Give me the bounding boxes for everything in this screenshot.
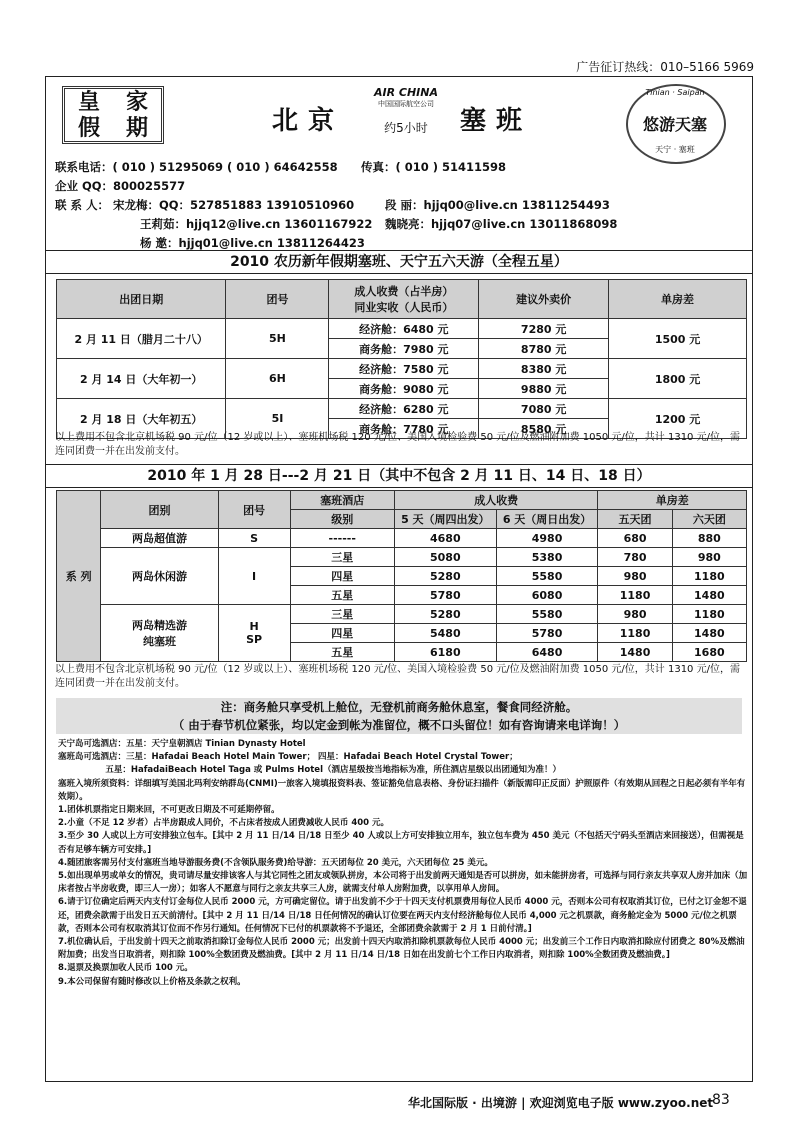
header-adult-fee: 成人收费 — [394, 491, 598, 510]
cell-5day: 6180 — [394, 643, 496, 662]
cell-biz-price: 8780 元 — [479, 339, 609, 359]
badge-top-text: Tinian · Saipan — [645, 88, 705, 97]
cell-econ: 经济舱：6280 元 — [329, 399, 479, 419]
new-year-price-table — [56, 279, 747, 439]
table-row — [57, 359, 747, 379]
cell-biz: 商务舱：7980 元 — [329, 339, 479, 359]
airline-cn: 中国国际航空公司 — [378, 100, 434, 108]
table-row — [57, 605, 747, 624]
cell-level: 五星 — [290, 643, 394, 662]
cell-code: 5I — [226, 399, 329, 439]
cell-level: ------ — [290, 529, 394, 548]
cell-single-5: 1180 — [598, 586, 672, 605]
contact-person-2: 王莉茹：hjjq12@live.cn 13601167922 — [140, 217, 373, 231]
terms-line: 2.小童（不足 12 岁者）占半房跟成人同价，不占床者按成人团费减收人民币 400 元。 — [58, 818, 390, 829]
cell-single: 1200 元 — [609, 399, 747, 439]
cell-6day: 5780 — [496, 624, 598, 643]
header-single: 单房差 — [598, 491, 747, 510]
royal-holiday-logo — [62, 86, 164, 144]
cell-single-6: 980 — [672, 548, 746, 567]
terms-block — [58, 738, 748, 989]
cell-single-6: 1180 — [672, 605, 746, 624]
terms-line: 5.如出现单男或单女的情况，贵司请尽量安排该客人与其它同性之团友或领队拼房，本公司将于出发前两天通知是否可以拼房，如未能拼房者，可选择与同行亲友共享双人房并加床（加床者按占半房收费，即三人一房）；如客人不愿意与同行之亲友共享三人房，就需支付单人房附加费，以享用单人房间。 — [58, 871, 748, 895]
cell-single-5: 1480 — [598, 643, 672, 662]
cell-date: 2 月 14 日（大年初一） — [57, 359, 226, 399]
cell-single-6: 1480 — [672, 624, 746, 643]
notice-box — [56, 698, 742, 734]
cell-level: 四星 — [290, 567, 394, 586]
cell-code: 5H — [226, 319, 329, 359]
cell-single-6: 1480 — [672, 586, 746, 605]
badge-main-text: 悠游天塞 — [642, 115, 707, 134]
table-header-row — [57, 491, 747, 510]
cell-econ-price: 7080 元 — [479, 399, 609, 419]
cell-single-6: 1180 — [672, 567, 746, 586]
terms-line: 7.机位确认后，于出发前十四天之前取消扣除订金每位人民币 2000 元；出发前十四天内取消扣除机票款每位人民币 4000 元；出发前三个工作日内取消扣除应付团费之 80%及燃油附加费；出发当日取消者，则扣除 100%全数团费及燃油费。[其中 2 月 11 日/14 日/18 日如在出发前七个工作日内取消者，则扣除 100%全数团费及燃油费。] — [58, 937, 745, 961]
cell-biz: 商务舱：7780 元 — [329, 419, 479, 439]
logo-char: 家 — [125, 89, 148, 115]
terms-line: 塞班入境所须资料：详细填写美国北玛利安纳群岛(CNMI)一旅客入境填报资料表、签证豁免信息表格、身份证扫描件（新版需印正反面）护照原件（有效期从回程之日起必须有半年有效期）。 — [58, 778, 746, 802]
header-single-supplement: 单房差 — [609, 280, 747, 319]
table-row — [57, 529, 747, 548]
cell-single-5: 780 — [598, 548, 672, 567]
terms-line: 8.退票及换票加收人民币 100 元。 — [58, 963, 193, 974]
header-code: 团号 — [218, 491, 290, 529]
cell-level: 四星 — [290, 624, 394, 643]
cell-6day: 6480 — [496, 643, 598, 662]
cell-5day: 5080 — [394, 548, 496, 567]
cell-single-5: 680 — [598, 529, 672, 548]
table-row — [57, 548, 747, 567]
cell-5day: 5480 — [394, 624, 496, 643]
table-row — [57, 399, 747, 419]
cell-date: 2 月 18 日（大年初五） — [57, 399, 226, 439]
header-6day: 6 天（周日出发） — [496, 510, 598, 529]
airline-name: AIR CHINA — [374, 86, 438, 99]
contact-fax: 传真：( 010 ) 51411598 — [361, 160, 507, 174]
cell-6day: 5580 — [496, 567, 598, 586]
contact-person-1b: 段 丽：hjjq00@live.cn 13811254493 — [385, 198, 610, 212]
cell-level: 五星 — [290, 586, 394, 605]
terms-line: 1.团体机票指定日期来回，不可更改日期及不可延期停留。 — [58, 805, 280, 816]
notice-line-2: （ 由于春节机位紧张，均以定金到帐为准留位，概不口头留位！如有咨询请来电详询！） — [172, 718, 626, 732]
header-hotel: 塞班酒店 — [290, 491, 394, 510]
cell-econ: 经济舱：7580 元 — [329, 359, 479, 379]
header-5day: 5 天（周四出发） — [394, 510, 496, 529]
cell-single-5: 1180 — [598, 624, 672, 643]
cell-single-6: 1680 — [672, 643, 746, 662]
page-number: 83 — [712, 1092, 730, 1108]
table-header-row — [57, 280, 747, 319]
header-adult-fee: 成人收费（占半房） 同业实收（人民币） — [329, 280, 479, 319]
terms-line: 天宁岛可选酒店：五星：天宁皇朝酒店 Tinian Dynasty Hotel — [58, 739, 306, 749]
air-china-logo — [363, 86, 449, 136]
cell-group: 两岛精选游 纯塞班 — [101, 605, 218, 662]
cell-level: 三星 — [290, 548, 394, 567]
terms-line: 五星：HafadaiBeach Hotel Taga 或 Pulms Hotel（酒店星级按当地指标为准，所住酒店星级以出团通知为准！） — [58, 765, 561, 776]
cell-econ: 经济舱：6480 元 — [329, 319, 479, 339]
cell-code: 6H — [226, 359, 329, 399]
cell-group: 两岛超值游 — [101, 529, 218, 548]
cell-5day: 5780 — [394, 586, 496, 605]
cell-single: 1800 元 — [609, 359, 747, 399]
cell-6day: 5580 — [496, 605, 598, 624]
header-date: 出团日期 — [57, 280, 226, 319]
header-single-5: 五天团 — [598, 510, 672, 529]
title-beijing: 北京 — [272, 106, 345, 136]
cell-6day: 6080 — [496, 586, 598, 605]
contact-person-3: 杨 邀：hjjq01@live.cn 13811264423 — [140, 236, 365, 250]
footer-text: 华北国际版 · 出境游 | 欢迎浏览电子版 www.zyoo.net — [408, 1096, 714, 1110]
terms-line: 4.随团旅客需另付支付塞班当地导游服务费(不含领队服务费)给导游：五天团每位 20 美元，六天团每位 25 美元。 — [58, 857, 493, 868]
cell-biz: 商务舱：9080 元 — [329, 379, 479, 399]
contact-qq: 企业 QQ：800025577 — [55, 179, 186, 193]
table-row — [57, 319, 747, 339]
cell-single: 1500 元 — [609, 319, 747, 359]
cell-econ-price: 8380 元 — [479, 359, 609, 379]
tinian-saipan-badge — [616, 84, 734, 164]
cell-biz-price: 9880 元 — [479, 379, 609, 399]
section2-note: 以上费用不包含北京机场税 90 元/位（12 岁或以上）、塞班机场税 120 元/位、美国入境检验费 50 元/位及燃油附加费 1050 元/位，共计 1310 元/位，需连同团费一并在出发前支付。 — [55, 664, 740, 689]
logo-char: 期 — [125, 115, 148, 141]
cell-econ-price: 7280 元 — [479, 319, 609, 339]
title-saipan: 塞班 — [460, 106, 533, 136]
section2-title: 2010 年 1 月 28 日---2 月 21 日（其中不包含 2 月 11 日、14 日、18 日） — [46, 464, 752, 488]
ad-hotline: 广告征订热线：010–5166 5969 — [576, 60, 754, 74]
contact-person-2b: 魏晓亮：hjjq07@live.cn 13011868098 — [385, 217, 618, 231]
header-level: 级别 — [290, 510, 394, 529]
contact-phone: 联系电话：( 010 ) 51295069 ( 010 ) 64642558 — [55, 160, 338, 174]
cell-code: H SP — [218, 605, 290, 662]
cell-group: 两岛休闲游 — [101, 548, 218, 605]
cell-5day: 5280 — [394, 605, 496, 624]
logo-char: 假 — [77, 115, 100, 141]
notice-line-1: 注：商务舱只享受机上舱位，无登机前商务舱休息室，餐食同经济舱。 — [220, 700, 578, 714]
section1-title: 2010 农历新年假期塞班、天宁五六天游（全程五星） — [46, 250, 752, 274]
cell-level: 三星 — [290, 605, 394, 624]
cell-single-5: 980 — [598, 605, 672, 624]
cell-6day: 5380 — [496, 548, 598, 567]
contact-person-1: 联 系 人： 宋龙梅：QQ：527851883 13910510960 — [55, 198, 355, 212]
header-suggested-price: 建议外卖价 — [479, 280, 609, 319]
cell-biz-price: 8580 元 — [479, 419, 609, 439]
badge-bottom-text: 天宁 · 塞班 — [655, 145, 695, 154]
cell-code: S — [218, 529, 290, 548]
flight-duration: 约5小时 — [384, 121, 428, 135]
cell-single-5: 980 — [598, 567, 672, 586]
header-group: 团别 — [101, 491, 218, 529]
cell-code: I — [218, 548, 290, 605]
cell-date: 2 月 11 日（腊月二十八） — [57, 319, 226, 359]
cell-single-6: 880 — [672, 529, 746, 548]
cell-5day: 4680 — [394, 529, 496, 548]
header-code: 团号 — [226, 280, 329, 319]
regular-price-table — [56, 490, 747, 662]
cell-5day: 5280 — [394, 567, 496, 586]
terms-line: 6.请于订位确定后两天内支付订金每位人民币 2000 元，方可确定留位。请于出发前不少于十四天支付机票费用每位人民币 4000 元，否则本公司有权取消其订位，已付之订金恕不退还，团费余款需于出发日五天前清付。[其中 2 月 11 日/14 日/18 日任何情况的确认订位要在两天内支付经济舱每位人民币 4,000 元之机票款，商务舱定金为 5000 元/位之机票款，否则本公司有权取消其订位而不作另行通知。任何情况下已付的机票款将不予退还，全部团费余款需于 2 月 1 日前付清。] — [58, 897, 747, 934]
cell-6day: 4980 — [496, 529, 598, 548]
terms-line: 塞班岛可选酒店：三星：Hafadai Beach Hotel Main Tower； 四星：Hafadai Beach Hotel Crystal Tower； — [58, 752, 518, 763]
terms-line: 3.至少 30 人或以上方可安排独立包车。[其中 2 月 11 日/14 日/18 日至少 40 人或以上方可安排独立用车，独立包车费为 450 美元（不包括天宁码头至酒店来回接送），但需视是否有足够车辆方可安排。] — [58, 831, 744, 855]
terms-line: 9.本公司保留有随时修改以上价格及条款之权利。 — [58, 976, 246, 987]
logo-char: 皇 — [77, 89, 100, 115]
series-label: 系 列 — [57, 491, 101, 662]
header-single-6: 六天团 — [672, 510, 746, 529]
section1-note: 以上费用不包含北京机场税 90 元/位（12 岁或以上）、塞班机场税 120 元/位、美国入境检验费 50 元/位及燃油附加费 1050 元/位，共计 1310 元/位，需连同团费一并在出发前支付。 — [55, 432, 740, 457]
